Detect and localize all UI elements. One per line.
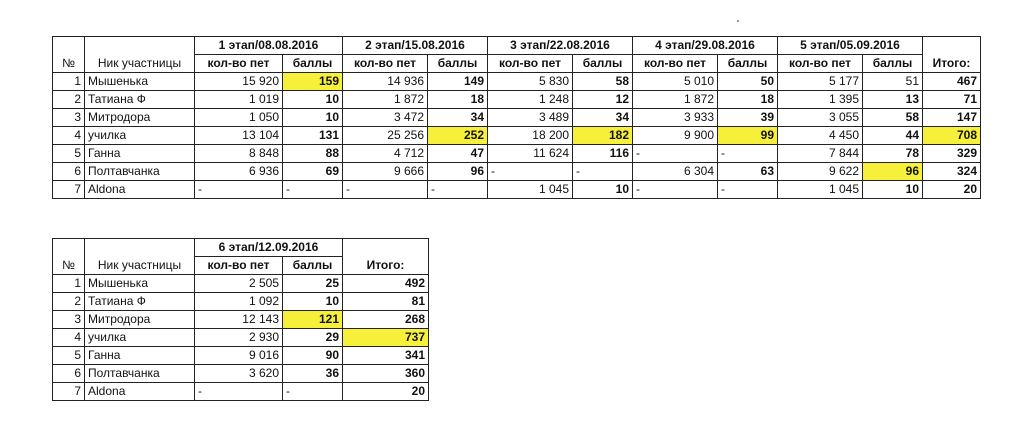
points: 47 <box>428 145 488 163</box>
stage-header: 2 этап/15.08.2016 <box>343 37 488 55</box>
points: 10 <box>283 91 343 109</box>
row-number: 4 <box>53 329 85 347</box>
participant-nick: Полтавчанка <box>85 163 195 181</box>
row-total: 329 <box>923 145 981 163</box>
points: - <box>283 383 343 401</box>
table-row <box>53 293 429 311</box>
row-number: 2 <box>53 293 85 311</box>
participant-nick: Митродора <box>85 311 195 329</box>
table-row <box>53 311 429 329</box>
points: 96 <box>428 163 488 181</box>
column-header-count: кол-во пет <box>778 55 863 73</box>
participant-nick: Мышенька <box>85 73 195 91</box>
column-header-count: кол-во пет <box>195 55 283 73</box>
row-total: 147 <box>923 109 981 127</box>
points: 10 <box>573 181 633 199</box>
column-header-count: кол-во пет <box>488 55 573 73</box>
row-total: 467 <box>923 73 981 91</box>
points: 51 <box>863 73 923 91</box>
points: 25 <box>283 275 343 293</box>
pet-count: - <box>633 181 718 199</box>
pet-count: 8 848 <box>195 145 283 163</box>
pet-count: 7 844 <box>778 145 863 163</box>
points: 116 <box>573 145 633 163</box>
pet-count: - <box>633 145 718 163</box>
blank-header-cell <box>53 239 85 257</box>
points: 50 <box>718 73 778 91</box>
points: 96 <box>863 163 923 181</box>
column-header-points: баллы <box>283 257 343 275</box>
points: 44 <box>863 127 923 145</box>
points: 10 <box>283 109 343 127</box>
stage-header: 4 этап/29.08.2016 <box>633 37 778 55</box>
stage-header-row <box>53 37 981 55</box>
row-total: 324 <box>923 163 981 181</box>
points: 121 <box>283 311 343 329</box>
stage-header: 5 этап/05.09.2016 <box>778 37 923 55</box>
row-number: 1 <box>53 73 85 91</box>
points: 29 <box>283 329 343 347</box>
row-total: 268 <box>343 311 429 329</box>
row-total: 492 <box>343 275 429 293</box>
participant-nick: Ганна <box>85 347 195 365</box>
column-header-no: № <box>53 55 85 73</box>
row-number: 5 <box>53 347 85 365</box>
pet-count: 3 620 <box>195 365 283 383</box>
participant-nick: Мышенька <box>85 275 195 293</box>
pet-count: 1 248 <box>488 91 573 109</box>
row-total: 20 <box>923 181 981 199</box>
pet-count: 3 933 <box>633 109 718 127</box>
column-header-count: кол-во пет <box>343 55 428 73</box>
pet-count: - <box>195 181 283 199</box>
column-header-count: кол-во пет <box>633 55 718 73</box>
pet-count: 12 143 <box>195 311 283 329</box>
points: 58 <box>863 109 923 127</box>
blank-header-cell <box>923 37 981 55</box>
pet-count: 9 622 <box>778 163 863 181</box>
blank-header-cell <box>85 37 195 55</box>
table-row <box>53 163 981 181</box>
pet-count: 1 045 <box>488 181 573 199</box>
column-header-points: баллы <box>863 55 923 73</box>
row-total: 708 <box>923 127 981 145</box>
pet-count: 6 304 <box>633 163 718 181</box>
pet-count: 18 200 <box>488 127 573 145</box>
participant-nick: училка <box>85 329 195 347</box>
row-total: 737 <box>343 329 429 347</box>
points: 13 <box>863 91 923 109</box>
row-number: 6 <box>53 365 85 383</box>
pet-count: 3 472 <box>343 109 428 127</box>
row-total: 20 <box>343 383 429 401</box>
results-table-stages-1-5 <box>52 36 981 199</box>
table-row <box>53 181 981 199</box>
pet-count: 5 830 <box>488 73 573 91</box>
column-header-row <box>53 55 981 73</box>
points: 39 <box>718 109 778 127</box>
points: 63 <box>718 163 778 181</box>
points: 18 <box>718 91 778 109</box>
pet-count: 15 920 <box>195 73 283 91</box>
participant-nick: Aldona <box>85 181 195 199</box>
blank-header-cell <box>53 37 85 55</box>
pet-count: 1 395 <box>778 91 863 109</box>
column-header-nick: Ник участницы <box>85 257 195 275</box>
pet-count: 13 104 <box>195 127 283 145</box>
pet-count: 14 936 <box>343 73 428 91</box>
blank-header-cell <box>343 239 429 257</box>
points: - <box>573 163 633 181</box>
pet-count: 2 930 <box>195 329 283 347</box>
participant-nick: Митродора <box>85 109 195 127</box>
pet-count: 1 872 <box>343 91 428 109</box>
points: 159 <box>283 73 343 91</box>
row-number: 1 <box>53 275 85 293</box>
pet-count: 1 019 <box>195 91 283 109</box>
table-row <box>53 127 981 145</box>
points: 10 <box>283 293 343 311</box>
stage-header-row <box>53 239 429 257</box>
points: 10 <box>863 181 923 199</box>
pet-count: 1 045 <box>778 181 863 199</box>
column-header-points: баллы <box>283 55 343 73</box>
table-row <box>53 329 429 347</box>
scan-speck <box>737 20 739 22</box>
table-row <box>53 145 981 163</box>
column-header-total: Итого: <box>343 257 429 275</box>
column-header-row <box>53 257 429 275</box>
column-header-count: кол-во пет <box>195 257 283 275</box>
pet-count: 11 624 <box>488 145 573 163</box>
points: 182 <box>573 127 633 145</box>
points: 78 <box>863 145 923 163</box>
column-header-points: баллы <box>573 55 633 73</box>
pet-count: 9 016 <box>195 347 283 365</box>
table-row <box>53 365 429 383</box>
pet-count: 6 936 <box>195 163 283 181</box>
results-table-stage-6 <box>52 238 429 401</box>
points: 18 <box>428 91 488 109</box>
column-header-points: баллы <box>718 55 778 73</box>
pet-count: 2 505 <box>195 275 283 293</box>
points: - <box>718 181 778 199</box>
pet-count: - <box>488 163 573 181</box>
points: - <box>428 181 488 199</box>
pet-count: 3 489 <box>488 109 573 127</box>
points: 58 <box>573 73 633 91</box>
pet-count: 1 092 <box>195 293 283 311</box>
pet-count: 1 050 <box>195 109 283 127</box>
stage-header: 3 этап/22.08.2016 <box>488 37 633 55</box>
points: 34 <box>428 109 488 127</box>
participant-nick: Татиана Ф <box>85 91 195 109</box>
table-row <box>53 73 981 91</box>
pet-count: - <box>343 181 428 199</box>
participant-nick: Полтавчанка <box>85 365 195 383</box>
column-header-nick: Ник участницы <box>85 55 195 73</box>
stage-header: 1 этап/08.08.2016 <box>195 37 343 55</box>
pet-count: 5 177 <box>778 73 863 91</box>
points: 252 <box>428 127 488 145</box>
pet-count: 4 712 <box>343 145 428 163</box>
pet-count: 3 055 <box>778 109 863 127</box>
row-number: 7 <box>53 383 85 401</box>
row-number: 3 <box>53 311 85 329</box>
points: 12 <box>573 91 633 109</box>
row-number: 7 <box>53 181 85 199</box>
row-number: 4 <box>53 127 85 145</box>
participant-nick: Татиана Ф <box>85 293 195 311</box>
points: 149 <box>428 73 488 91</box>
table-row <box>53 275 429 293</box>
row-number: 2 <box>53 91 85 109</box>
row-number: 3 <box>53 109 85 127</box>
points: 99 <box>718 127 778 145</box>
blank-header-cell <box>85 239 195 257</box>
stage-header: 6 этап/12.09.2016 <box>195 239 343 257</box>
pet-count: 25 256 <box>343 127 428 145</box>
points: 131 <box>283 127 343 145</box>
row-total: 81 <box>343 293 429 311</box>
table-row <box>53 347 429 365</box>
row-number: 5 <box>53 145 85 163</box>
table-row <box>53 91 981 109</box>
points: 90 <box>283 347 343 365</box>
pet-count: 4 450 <box>778 127 863 145</box>
participant-nick: училка <box>85 127 195 145</box>
pet-count: 5 010 <box>633 73 718 91</box>
points: - <box>718 145 778 163</box>
pet-count: - <box>195 383 283 401</box>
participant-nick: Ганна <box>85 145 195 163</box>
points: - <box>283 181 343 199</box>
column-header-points: баллы <box>428 55 488 73</box>
row-total: 341 <box>343 347 429 365</box>
pet-count: 9 666 <box>343 163 428 181</box>
row-total: 360 <box>343 365 429 383</box>
row-total: 71 <box>923 91 981 109</box>
table-row <box>53 383 429 401</box>
points: 36 <box>283 365 343 383</box>
pet-count: 1 872 <box>633 91 718 109</box>
points: 34 <box>573 109 633 127</box>
points: 88 <box>283 145 343 163</box>
points: 69 <box>283 163 343 181</box>
pet-count: 9 900 <box>633 127 718 145</box>
participant-nick: Aldona <box>85 383 195 401</box>
column-header-total: Итого: <box>923 55 981 73</box>
column-header-no: № <box>53 257 85 275</box>
table-row <box>53 109 981 127</box>
row-number: 6 <box>53 163 85 181</box>
